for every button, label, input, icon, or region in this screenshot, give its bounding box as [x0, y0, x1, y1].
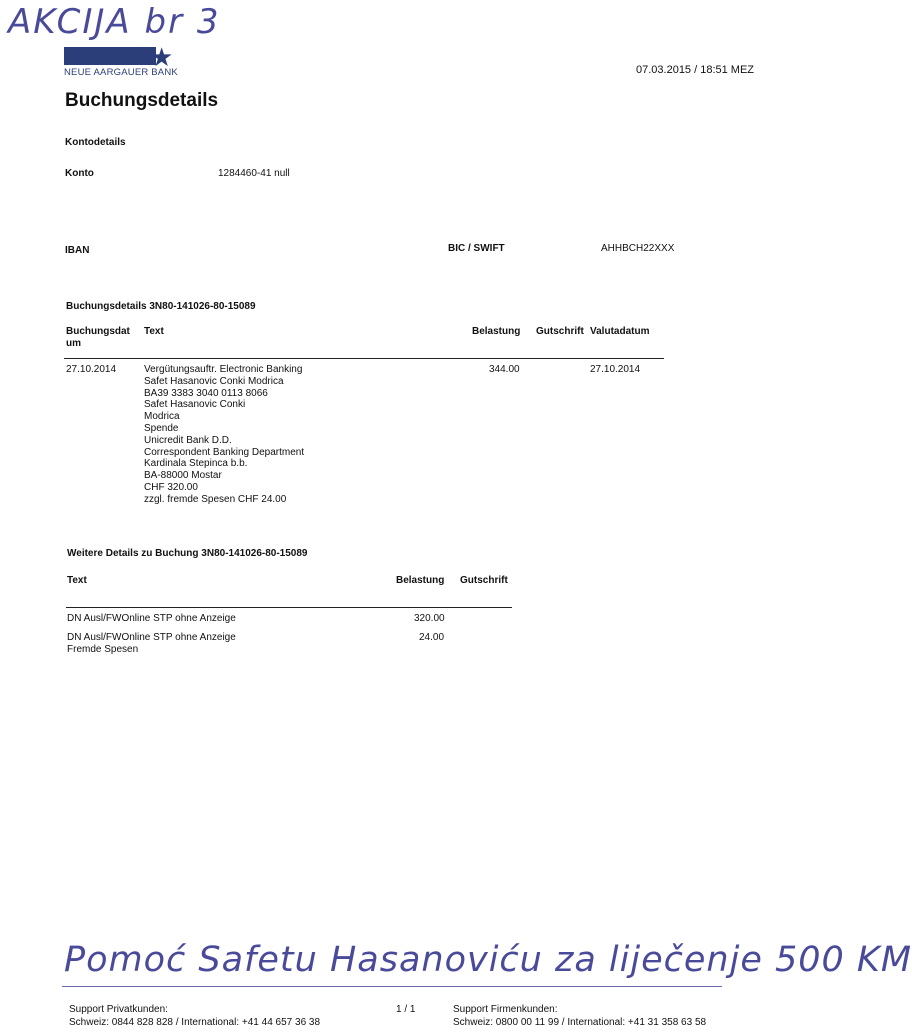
konto-value: 1284460-41 null [218, 168, 290, 179]
booking-debit: 344.00 [489, 364, 520, 375]
bank-logo [64, 42, 178, 78]
handwritten-donation-note: Pomoć Safetu Hasanoviću za liječenje 500 KM [64, 940, 912, 980]
booking-table-rule [64, 358, 664, 359]
row-text: DN Ausl/FWOnline STP ohne Anzeige [67, 613, 236, 624]
bank-name: NEUE AARGAUER BANK [64, 67, 178, 78]
col-debit: Belastung [472, 326, 521, 337]
text-line: Modrica [144, 411, 180, 423]
footer-business-support [453, 1003, 706, 1029]
handwritten-underline [62, 986, 722, 987]
page-title: Buchungsdetails [65, 90, 219, 111]
row-text-sub: Fremde Spesen [67, 644, 139, 655]
more-col-debit: Belastung [396, 575, 445, 586]
star-icon: ★ [150, 42, 174, 72]
col-credit: Gutschrift [536, 326, 584, 337]
iban-label: IBAN [65, 245, 90, 256]
more-col-text: Text [67, 575, 87, 586]
bic-label: BIC / SWIFT [448, 243, 505, 254]
text-line: BA-88000 Mostar [144, 470, 222, 482]
col-value-date: Valutadatum [590, 326, 650, 337]
footer-business-title: Support Firmenkunden: [453, 1004, 558, 1015]
bic-value: AHHBCH22XXX [601, 243, 675, 254]
text-line: BA39 3383 3040 0113 8066 [144, 387, 268, 399]
text-line: Safet Hasanovic Conki [144, 399, 246, 411]
footer-private-phone: Schweiz: 0844 828 828 / International: +41 44 657 36 38 [69, 1017, 321, 1028]
footer-private-support [69, 1003, 320, 1029]
footer-private-title: Support Privatkunden: [69, 1004, 168, 1015]
text-line: CHF 320.00 [144, 481, 198, 493]
col-booking-date: Buchungsdat um [66, 326, 130, 349]
text-line: Unicredit Bank D.D. [144, 434, 232, 446]
text-line: Vergütungsauftr. Electronic Banking [144, 364, 303, 375]
footer-business-phone: Schweiz: 0800 00 11 99 / International: +41 31 358 63 58 [453, 1017, 707, 1028]
row-debit: 320.00 [414, 613, 445, 624]
text-line: Kardinala Stepinca b.b. [144, 458, 248, 470]
handwritten-action-note: AKCIJA br 3 [8, 2, 221, 42]
page-number: 1 / 1 [396, 1004, 416, 1015]
text-line: Correspondent Banking Department [144, 446, 305, 458]
more-details-heading: Weitere Details zu Buchung 3N80-141026-80-15089 [67, 548, 308, 559]
kontodetails-heading: Kontodetails [65, 137, 126, 148]
text-line: Spende [144, 422, 179, 434]
table-row [67, 613, 236, 625]
booking-value-date: 27.10.2014 [590, 364, 641, 375]
text-line: zzgl. fremde Spesen CHF 24.00 [144, 493, 287, 505]
timestamp: 07.03.2015 / 18:51 MEZ [636, 64, 755, 76]
konto-label: Konto [65, 168, 94, 179]
more-table-rule [66, 607, 512, 608]
logo-bar [64, 42, 174, 72]
booking-text [144, 364, 304, 506]
row-text: DN Ausl/FWOnline STP ohne Anzeige [67, 632, 236, 643]
row-debit: 24.00 [419, 632, 445, 643]
more-col-credit: Gutschrift [460, 575, 508, 586]
booking-heading: Buchungsdetails 3N80-141026-80-15089 [66, 301, 256, 312]
booking-date: 27.10.2014 [66, 364, 117, 375]
table-row [67, 632, 236, 656]
col-text: Text [144, 326, 164, 337]
text-line: Safet Hasanovic Conki Modrica [144, 375, 284, 387]
